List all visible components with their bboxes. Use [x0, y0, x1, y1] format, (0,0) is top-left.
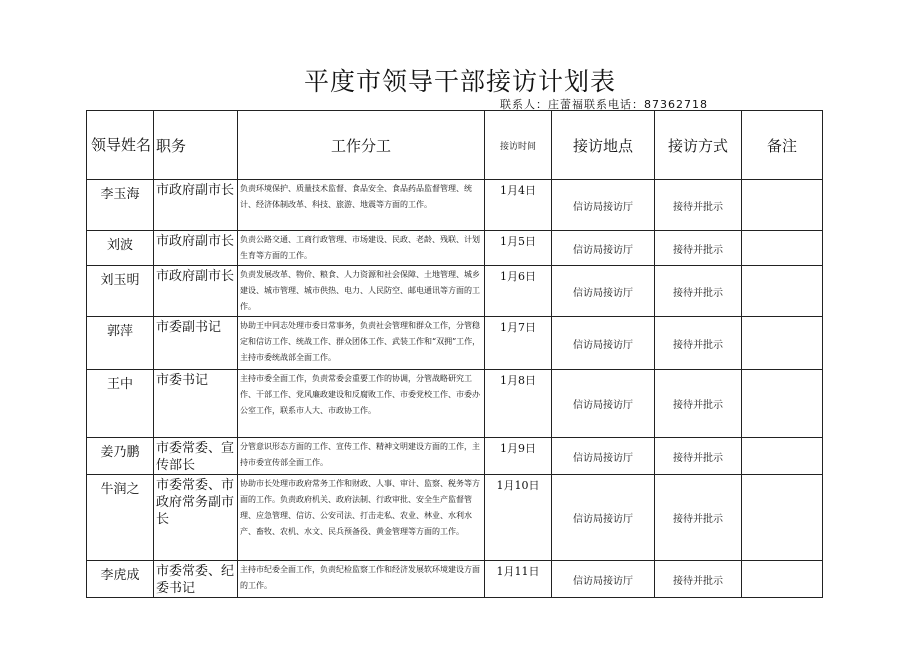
- visit-mode: 接待并批示: [655, 266, 742, 317]
- visit-place: 信访局接访厅: [552, 231, 655, 266]
- leader-position: 市委常委、宣传部长: [154, 438, 238, 475]
- leader-duties: 主持市委全面工作，负责常委会重要工作的协调，分管战略研究工作、干部工作、党风廉政建设和反腐败工作、市委党校工作、市委办公室工作，联系市人大、市政协工作。: [238, 370, 485, 438]
- remark: [742, 180, 823, 231]
- header-position: 职务: [154, 111, 238, 180]
- leader-position: 市政府副市长: [154, 266, 238, 317]
- leader-name: 刘玉明: [87, 266, 154, 317]
- remark: [742, 475, 823, 561]
- table-row: [87, 475, 823, 561]
- leader-name: 郭萍: [87, 317, 154, 370]
- visit-mode: 接待并批示: [655, 561, 742, 598]
- leader-duties: 协助王中同志处理市委日常事务，负责社会管理和群众工作，分管稳定和信访工作、统战工作、群众团体工作、武装工作和“双拥”工作，主持市委统战部全面工作。: [238, 317, 485, 370]
- leader-name: 李虎成: [87, 561, 154, 598]
- table-row: [87, 266, 823, 317]
- header-note: 备注: [742, 111, 823, 180]
- table-row: [87, 317, 823, 370]
- leader-position: 市委常委、纪委书记: [154, 561, 238, 598]
- visit-place: 信访局接访厅: [552, 266, 655, 317]
- remark: [742, 561, 823, 598]
- visit-place: 信访局接访厅: [552, 475, 655, 561]
- visit-mode: 接待并批示: [655, 370, 742, 438]
- visit-time: 1月7日: [485, 317, 552, 370]
- table-row: [87, 180, 823, 231]
- visit-place: 信访局接访厅: [552, 180, 655, 231]
- leader-name: 刘波: [87, 231, 154, 266]
- table-header-row: [87, 111, 823, 180]
- visit-place: 信访局接访厅: [552, 438, 655, 475]
- table-row: [87, 438, 823, 475]
- visit-mode: 接待并批示: [655, 231, 742, 266]
- remark: [742, 266, 823, 317]
- header-leader: 领导姓名: [87, 111, 154, 180]
- leader-position: 市委书记: [154, 370, 238, 438]
- leader-name: 李玉海: [87, 180, 154, 231]
- visit-place: 信访局接访厅: [552, 370, 655, 438]
- remark: [742, 231, 823, 266]
- header-mode: 接访方式: [655, 111, 742, 180]
- table-row: [87, 231, 823, 266]
- leader-position: 市委副书记: [154, 317, 238, 370]
- leader-duties: 主持市纪委全面工作，负责纪检监察工作和经济发展软环境建设方面的工作。: [238, 561, 485, 598]
- remark: [742, 317, 823, 370]
- visit-time: 1月5日: [485, 231, 552, 266]
- leader-position: 市政府副市长: [154, 180, 238, 231]
- leader-position: 市政府副市长: [154, 231, 238, 266]
- header-duties: 工作分工: [238, 111, 485, 180]
- leader-duties: 负责公路交通、工商行政管理、市场建设、民政、老龄、残联、计划生育等方面的工作。: [238, 231, 485, 266]
- header-time: 接访时间: [485, 111, 552, 180]
- visit-time: 1月4日: [485, 180, 552, 231]
- leader-name: 姜乃鹏: [87, 438, 154, 475]
- visit-mode: 接待并批示: [655, 475, 742, 561]
- leader-duties: 协助市长处理市政府常务工作和财政、人事、审计、监察、税务等方面的工作。负责政府机关、政府法制、行政审批、安全生产监督管理、应急管理、信访、公安司法、打击走私、农业、林业、水利水产、畜牧、农机、水文、民兵预备役、黄金管理等方面的工作。: [238, 475, 485, 561]
- visit-time: 1月8日: [485, 370, 552, 438]
- leader-name: 王中: [87, 370, 154, 438]
- leader-duties: 分管意识形态方面的工作、宣传工作、精神文明建设方面的工作，主持市委宣传部全面工作。: [238, 438, 485, 475]
- leader-name: 牛润之: [87, 475, 154, 561]
- visit-schedule-table: [86, 110, 823, 598]
- contact-line: 联系人：庄蕾福联系电话：87362718: [500, 98, 708, 111]
- leader-duties: 负责发展改革、物价、粮食、人力资源和社会保障、土地管理、城乡建设、城市管理、城市供热、电力、人民防空、邮电通讯等方面的工作。: [238, 266, 485, 317]
- visit-time: 1月6日: [485, 266, 552, 317]
- table-row: [87, 561, 823, 598]
- remark: [742, 370, 823, 438]
- visit-mode: 接待并批示: [655, 317, 742, 370]
- header-place: 接访地点: [552, 111, 655, 180]
- visit-place: 信访局接访厅: [552, 561, 655, 598]
- leader-duties: 负责环境保护、质量技术监督、食品安全、食品药品监督管理、统计、经济体制改革、科技、旅游、地震等方面的工作。: [238, 180, 485, 231]
- table-row: [87, 370, 823, 438]
- visit-place: 信访局接访厅: [552, 317, 655, 370]
- visit-time: 1月10日: [485, 475, 552, 561]
- remark: [742, 438, 823, 475]
- visit-mode: 接待并批示: [655, 180, 742, 231]
- page-title: 平度市领导干部接访计划表: [303, 67, 616, 96]
- visit-time: 1月11日: [485, 561, 552, 598]
- visit-time: 1月9日: [485, 438, 552, 475]
- leader-position: 市委常委、市政府常务副市长: [154, 475, 238, 561]
- visit-mode: 接待并批示: [655, 438, 742, 475]
